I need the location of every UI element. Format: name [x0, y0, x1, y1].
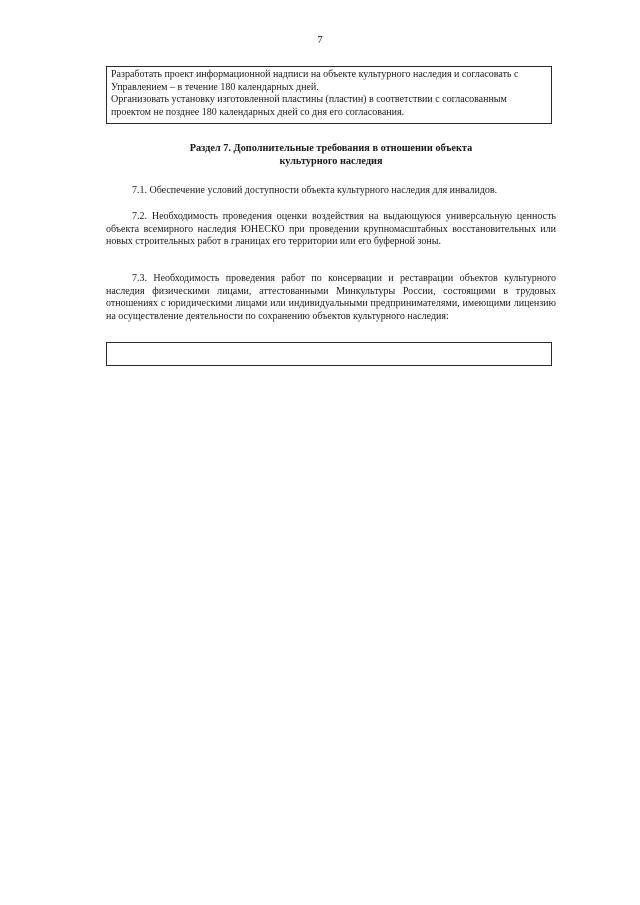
section-title-line-1: Раздел 7. Дополнительные требования в отношении объекта — [189, 143, 473, 154]
paragraph-7-2: 7.2. Необходимость проведения оценки воздействия на выдающуюся универсальную ценность объекта всемирного наследия ЮНЕСКО при проведении крупномасштабных восстановительных или новых строительных работ в границах его территории или его буферной зоны. — [106, 211, 556, 248]
section-7-title — [106, 142, 556, 168]
paragraph-7-3: 7.3. Необходимость проведения работ по консервации и реставрации объектов культурного наследия физическими лицами, аттестованными Минкультуры России, состоящими в трудовых отношениях с юридическими лицами или индивидуальными предпринимателями, имеющими лицензию на осуществление деятельности по сохранению объектов культурного наследия: — [106, 273, 556, 322]
page-number: 7 — [317, 34, 323, 46]
empty-box — [106, 342, 552, 366]
box-text-line-1: Разработать проект информационной надписи на объекте культурного наследия и согласовать с Управлением – в течение 180 календарных дней. — [111, 69, 519, 93]
section-title-line-2: культурного наследия — [279, 156, 383, 167]
requirements-box — [106, 66, 552, 124]
paragraph-7-1: 7.1. Обеспечение условий доступности объекта культурного наследия для инвалидов. — [132, 185, 498, 196]
box-text-line-2: Организовать установку изготовленной пластины (пластин) в соответствии с согласованным проектом не позднее 180 календарных дней со дня его согласования. — [111, 94, 507, 118]
